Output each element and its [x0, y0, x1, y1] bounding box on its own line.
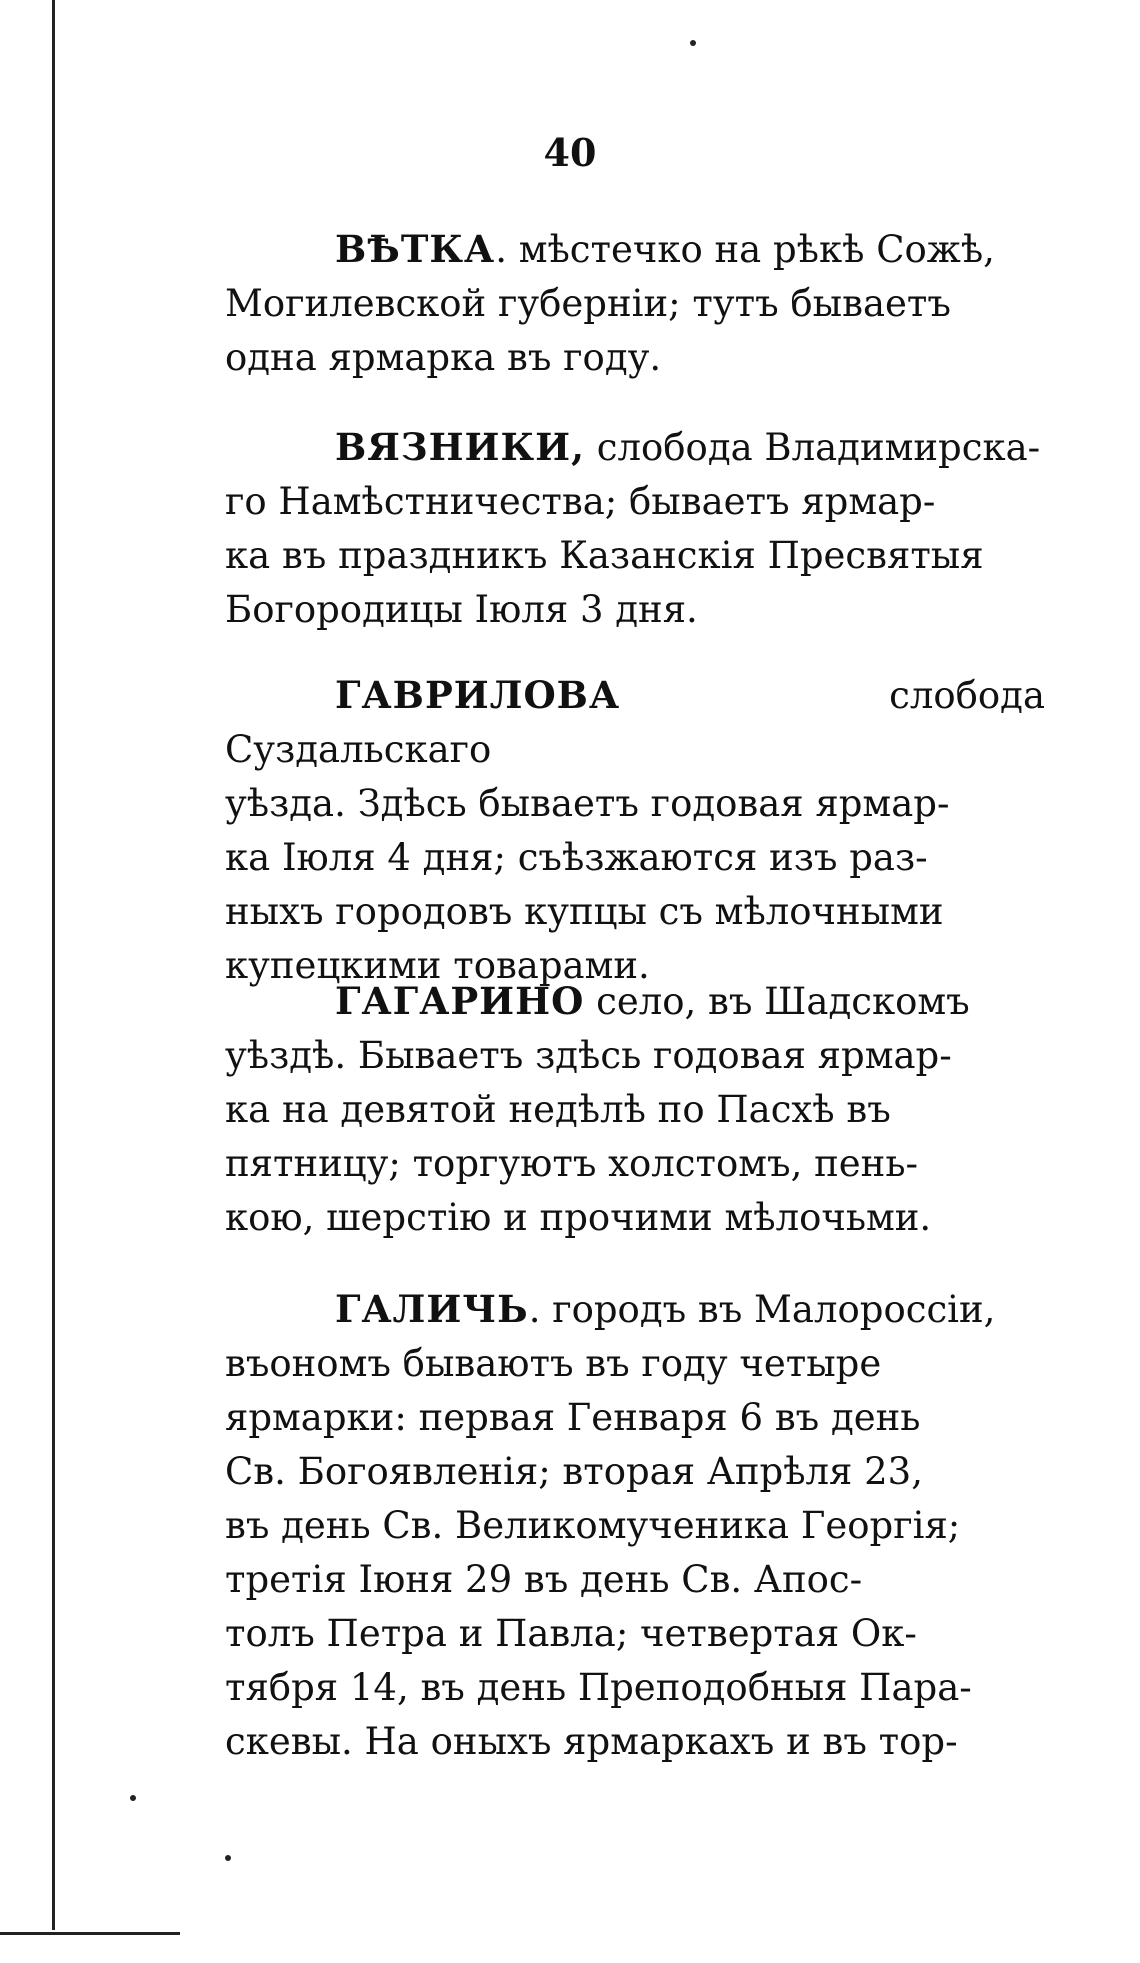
- entry-gavrilova: [225, 668, 1045, 993]
- entry-heading: ВЯЗНИКИ,: [335, 425, 585, 469]
- ink-speck: [690, 40, 696, 46]
- ink-speck: [130, 1795, 136, 1801]
- page-edge-left: [52, 0, 55, 1930]
- entry-heading: ГАЛИЧЬ: [335, 1287, 529, 1331]
- entry-heading: ГАГАРИНО: [335, 979, 585, 1023]
- entry-galich: [225, 1282, 1045, 1769]
- entry-text: слобода Суздальскаго уѣзда. Здѣсь бываетъ годовая ярмар- ка Іюля 4 дня; съѣзжаются изъ раз- ныхъ городовъ купцы съ мѣлочными купецкими товарами.: [225, 674, 1045, 987]
- page-number: 40: [543, 130, 597, 175]
- entry-vyazniki: [225, 420, 1045, 637]
- entry-gagarino: [225, 974, 1045, 1245]
- entry-heading: ВѢТКА: [335, 227, 496, 271]
- page-edge-bottom: [0, 1932, 180, 1935]
- entry-text: село, въ Шадскомъ уѣздѣ. Бываетъ здѣсь годовая ярмар- ка на девятой недѣлѣ по Пасхѣ въ пятницу; торгуютъ холстомъ, пень- кою, шерстію и прочими мѣлочьми.: [225, 980, 970, 1239]
- entry-heading: ГАВРИЛОВА: [335, 673, 621, 717]
- entry-text: . мѣстечко на рѣкѣ Сожѣ, Могилевской губерніи; тутъ бываетъ одна ярмарка въ году.: [225, 228, 995, 379]
- ink-speck: [225, 1855, 231, 1861]
- entry-vetka: [225, 222, 1045, 385]
- entry-text: слобода Владимирска- го Намѣстничества; бываетъ ярмар- ка въ праздникъ Казанскія Пресвятыя Богородицы Іюля 3 дня.: [225, 426, 1041, 631]
- entry-text: . городъ въ Малороссіи, въономъ бываютъ въ году четыре ярмарки: первая Генваря 6 въ день Св. Богоявленія; вторая Апрѣля 23, въ день Св. Великомученика Георгія; третія Іюня 29 въ день Св. Апос- толъ Петра и Павла; четвертая Ок- тября 14, въ день Преподобныя Пара- скевы. На оныхъ ярмаркахъ и въ тор-: [225, 1288, 996, 1763]
